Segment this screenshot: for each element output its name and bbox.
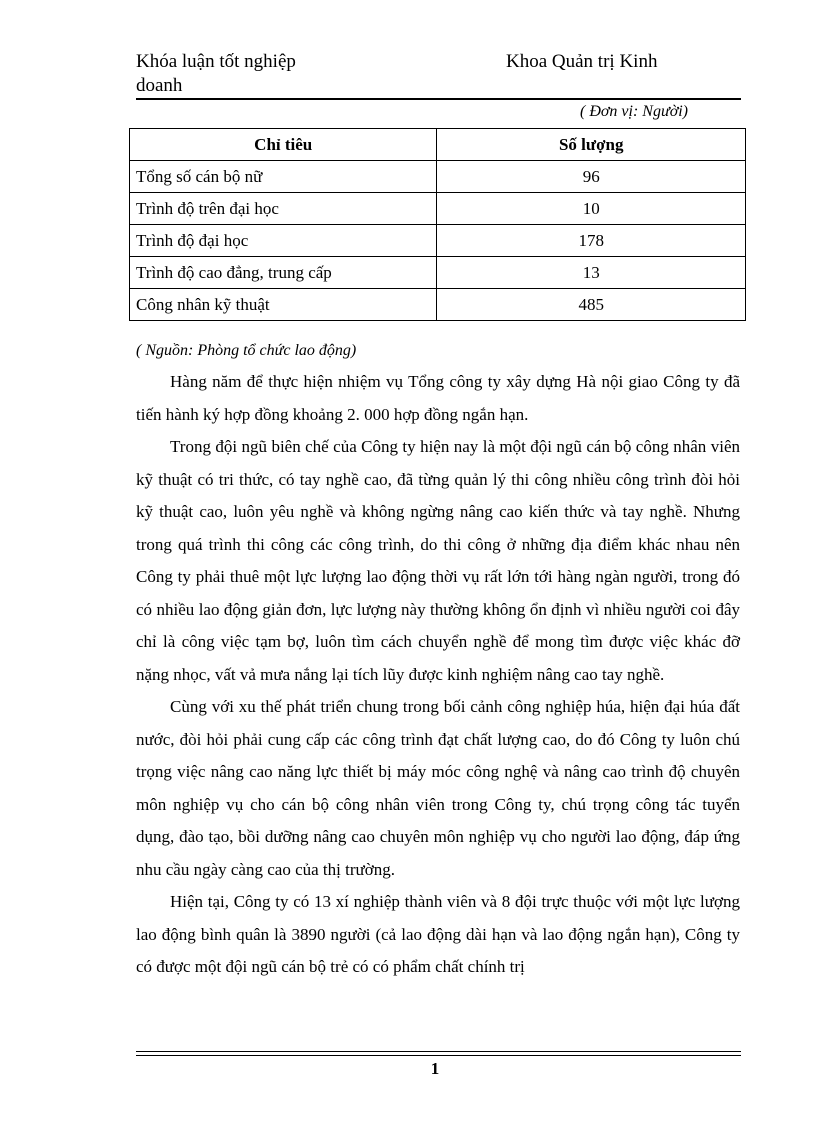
row-label: Công nhân kỹ thuật <box>130 289 437 321</box>
table-row <box>130 257 746 289</box>
staff-statistics-table <box>129 128 746 321</box>
row-value: 13 <box>437 257 746 289</box>
row-value: 485 <box>437 289 746 321</box>
paragraph: Hiện tại, Công ty có 13 xí nghiệp thành viên và 8 đội trực thuộc với một lực lượng lao động bình quân là 3890 người (cả lao động dài hạn và lao động ngắn hạn), Công ty có được một đội ngũ cán bộ trẻ có có phẩm chất chính trị <box>136 892 740 976</box>
row-label: Trình độ cao đẳng, trung cấp <box>130 257 437 289</box>
paragraph: Hàng năm để thực hiện nhiệm vụ Tổng công ty xây dựng Hà nội giao Công ty đã tiến hành ký hợp đồng khoảng 2. 000 hợp đồng ngắn hạn. <box>136 372 740 424</box>
table-header-row <box>130 129 746 161</box>
row-value: 96 <box>437 161 746 193</box>
row-label: Trình độ trên đại học <box>130 193 437 225</box>
column-header-quantity: Số lượng <box>437 129 746 161</box>
row-label: Trình độ đại học <box>130 225 437 257</box>
page-header <box>136 50 740 98</box>
header-right-title: Khoa Quản trị Kinh <box>506 51 658 72</box>
table-row <box>130 225 746 257</box>
body-text <box>136 366 740 984</box>
row-value: 10 <box>437 193 746 225</box>
row-value: 178 <box>437 225 746 257</box>
header-left-title: Khóa luận tốt nghiệp doanh <box>136 51 296 96</box>
footer-divider-bottom <box>136 1055 741 1056</box>
table-row <box>130 289 746 321</box>
paragraph: Trong đội ngũ biên chế của Công ty hiện nay là một đội ngũ cán bộ công nhân viên kỹ thuật có tri thức, có tay nghề cao, đã từng quản lý thi công nhiều công trình đòi hỏi kỹ thuật cao, luôn yêu nghề và không ngừng nâng cao kiến thức và tay nghề. Nhưng trong quá trình thi công các công trình, do thi công ở những địa điểm khác nhau nên Công ty phải thuê một lực lượng lao động thời vụ rất lớn tới hàng ngàn người, trong đó có nhiều lao động giản đơn, lực lượng này thường không ổn định vì nhiều người coi đây chỉ là công việc tạm bợ, luôn tìm cách chuyển nghề để mong tìm được việc khác đỡ nặng nhọc, vất vả mưa nắng lại tích lũy được kinh nghiệm nâng cao tay nghề. <box>136 437 740 684</box>
column-header-indicator: Chỉ tiêu <box>130 129 437 161</box>
table-row <box>130 161 746 193</box>
source-note: ( Nguồn: Phòng tổ chức lao động) <box>136 342 357 359</box>
page-number: 1 <box>430 1059 440 1078</box>
paragraph: Cùng với xu thế phát triển chung trong bối cảnh công nghiệp húa, hiện đại húa đất nước, đòi hỏi phải cung cấp các công trình đạt chất lượng cao, do đó Công ty luôn chú trọng việc nâng cao năng lực thiết bị máy móc công nghệ và nâng cao trình độ chuyên môn nghiệp vụ cho cán bộ công nhân viên trong Công ty, chú trọng công tác tuyển dụng, đào tạo, bồi dưỡng nâng cao chuyên môn nghiệp vụ cho người lao động, đáp ứng nhu cầu ngày càng cao của thị trường. <box>136 697 740 879</box>
unit-note: ( Đơn vị: Người) <box>580 103 689 120</box>
footer-divider-top <box>136 1051 741 1052</box>
row-label: Tổng số cán bộ nữ <box>130 161 437 193</box>
table-row <box>130 193 746 225</box>
